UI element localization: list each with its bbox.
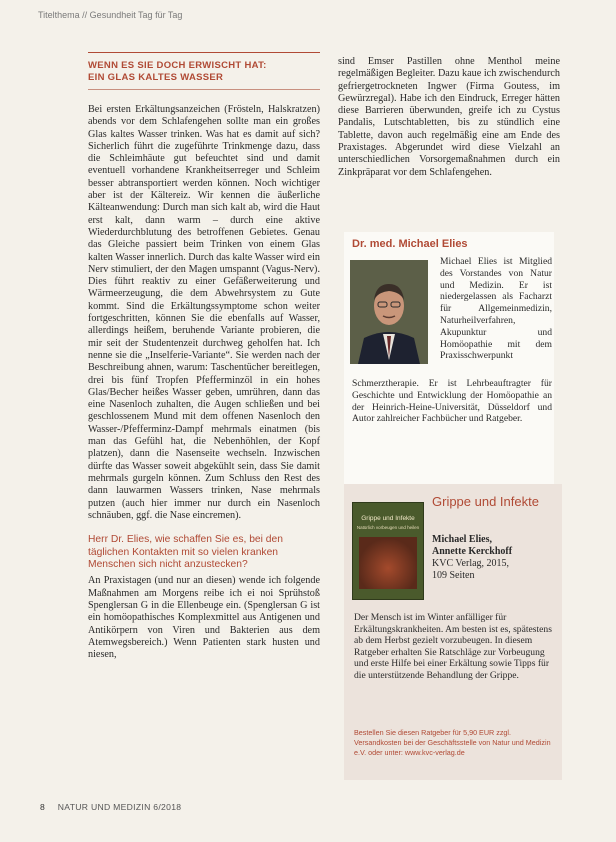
book-cover-illustration	[359, 537, 417, 589]
author-name: Dr. med. Michael Elies	[352, 238, 468, 250]
book-order-info: Bestellen Sie diesen Ratgeber für 5,90 EUR zzgl. Versandkosten bei der Geschäftsstelle von Natur und Medizin e.V. oder unter: www.kvc-verlag.de	[354, 728, 551, 757]
book-pages: 109 Seiten	[432, 570, 475, 581]
book-description: Der Mensch ist im Winter anfälliger für Erkältungskrankheiten. Am besten ist es, spätestens ab dem Herbst gezielt vorzubeugen. In diesem Ratgeber erhalten Sie Ratschläge zur Vorbeugung und erste Hilfe bei einer Erkältung sowie Tipps für die unterstützende Behandlung der Grippe.	[354, 612, 552, 681]
book-title: Grippe und Infekte	[432, 494, 539, 509]
page-number: 8	[40, 802, 46, 812]
warning-box-text: Bei ersten Erkältungsanzeichen (Frösteln, Halskratzen) abends vor dem Schlafengehen sollte man ein großes Glas kaltes Wasser trinken. Was hat es damit auf sich? Sicherlich führt die zugeführte Trinkmenge dazu, dass die Schleimhäute gut befeuchtet sind und damit eventuell vorhandene Krankheitserreger und Schleim besser abtransportiert werden können. Noch wichtiger aber ist der Kältereiz. Wir kennen die äußerliche Kälteanwendung: Durch man sich kalt ab, wird die Haut erst kalt, dann warm – durch eine aktive Wiederdurchblutung des betroffenen Gebietes. Genau das Gleiche passiert beim Trinken von einem Glas kalten Wasser innerlich. Durch das kalte Wasser wird ein Nerv stimuliert, der den Magen umspannt (Vagus-Nerv). Dies führt reaktiv zu einer Gefäßerweiterung und Wärmeerzeugung, die dem Abwehrsystem zu Gute kommt. Sind die Erkältungssymptome schon weiter fortgeschritten, können Sie die ebenfalls auf Wasser, allerdings heißem, beruhende Variante probieren, die mir seit der Studentenzeit durchweg geholfen hat. Ich nenne sie die „Inselferie-Variante“. Sie werden nach der Beschreibung ahnen, warum: Taschentücher bereitlegen, drei bis fünf Tropfen Pfefferminzöl in ein hohes Glas/Becher heißes Wasser geben, umrühren, dann das eine Nasenloch zuhalten, die Augen schließen und bei geschlossenem Mund mit dem offenen Nasenloch den Wasser-/Pfefferminz-Dampf mehrmals einatmen (bis man das Gefühl hat, die Nebenhöhlen, der Kopf platzen), dann die Nasenseite wechseln. Inzwischen dürfte das Wasser soweit abgekühlt sein, dass Sie damit mehrmals gurgeln können. Zum Schluss den Rest des dann lauwarmen Wassers trinken, Nase mehrmals putzen (auch hier immer nur durch ein Nasenloch schnäuben, ggf. die Nase eincremen).	[88, 104, 320, 521]
author-bio-part1: Michael Elies ist Mitglied des Vorstandes von Natur und Medizin. Er ist niedergelassen als Facharzt für Allgemeinmedizin, Naturheilverfahren, Akupunktur und Homöopathie mit dem Praxisschwerpunkt	[440, 256, 552, 362]
warning-box-title-line1: WENN ES SIE DOCH ERWISCHT HAT:	[88, 60, 267, 71]
author-box	[344, 232, 554, 490]
author-portrait-image	[350, 260, 428, 364]
book-publisher: KVC Verlag, 2015,	[432, 558, 510, 569]
author-bio-part2: Schmerztherapie. Er ist Lehrbeauftragter für Geschichte und Entwicklung der Homöopathie an der Heinrich-Heine-Universität, Düsseldorf und Autor zahlreicher Fachbücher und Ratgeber.	[352, 378, 552, 425]
interview-answer-part2: sind Emser Pastillen ohne Menthol meine regelmäßigen Begleiter. Dazu kaue ich zwischendurch gefriergetrockneten Ingwer (Firma Goutess, im Gewürzregal). Habe ich den Eindruck, Erreger hätten diese Barrieren überwunden, greife ich zu Cystus Pandalis, Lutschtabletten, bis zu stündlich eine Tablette, davon auch regelmäßig eine am Ende des Praxistages. Abgerundet wird diese Vielzahl an unterschiedlichen Vorsorgemaßnahmen durch ein Zinkpräparat vor dem Schlafengehen.	[338, 56, 560, 178]
book-box	[344, 484, 562, 780]
warning-box-title	[88, 53, 320, 84]
left-column	[88, 52, 320, 661]
author-photo	[350, 260, 428, 364]
warning-box-title-line2: EIN GLAS KALTES WASSER	[88, 72, 224, 83]
interview-answer-part1: An Praxistagen (und nur an diesen) wende ich folgende Maßnahmen am Morgens reibe ich ei noi Sprühstoß Spenglersan G in die Ellenbeuge ein. (Spenglersan G ist ein homöopathisches Komplexmittel aus Antigenen und Antikörpern von Viren und Bakterien aus dem Atemwegsbereich.) Wenn Patienten stark husten und niesen,	[88, 575, 320, 661]
page-footer	[40, 802, 181, 812]
book-meta	[432, 534, 556, 582]
book-author-1: Michael Elies,	[432, 534, 492, 545]
book-cover-image	[352, 502, 424, 600]
publication-name: NATUR UND MEDIZIN 6/2018	[57, 802, 182, 812]
interview-question: Herr Dr. Elies, wie schaffen Sie es, bei den täglichen Kontakten mit so vielen kranken Menschen sich nicht anzustecken?	[88, 534, 283, 570]
book-cover-title: Grippe und Infekte	[361, 515, 415, 522]
warning-box-title-rule	[88, 89, 320, 90]
book-cover-subtitle: Natürlich vorbeugen und heilen	[356, 525, 420, 530]
book-author-2: Annette Kerckhoff	[432, 546, 513, 557]
running-head: Titelthema // Gesundheit Tag für Tag	[38, 10, 183, 20]
right-column	[338, 56, 560, 179]
